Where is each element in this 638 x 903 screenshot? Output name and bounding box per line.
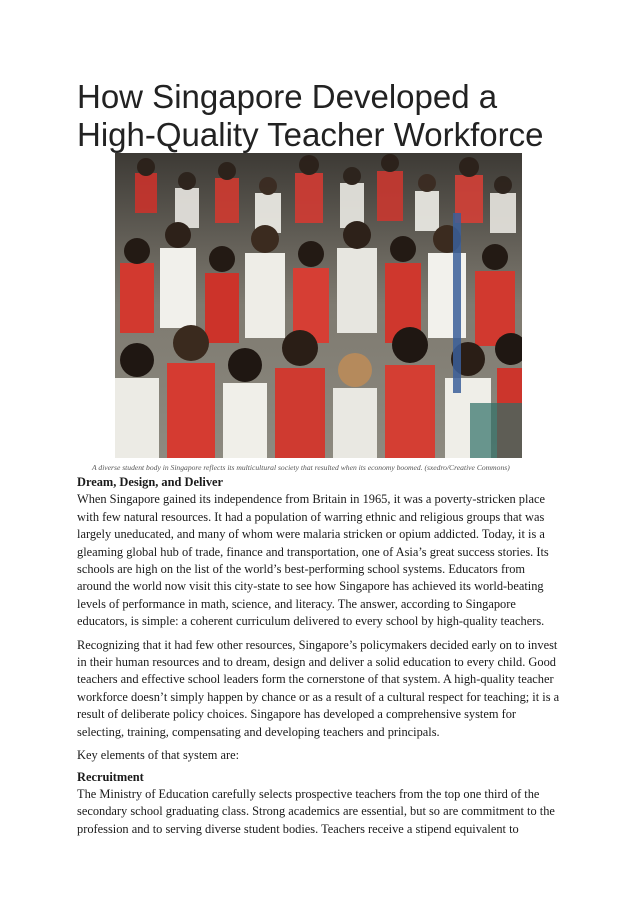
paragraph: The Ministry of Education carefully selects prospective teachers from the top one third of the secondary school graduating class. Strong academics are essential, but so are commitment to the profession and to serving diverse student bodies. Teachers receive a stipend equivalent to [77,786,555,836]
section-heading-dream-design-deliver: Dream, Design, and Deliver [77,475,224,489]
page-title: How Singapore Developed a High-Quality Teacher Workforce [77,78,544,153]
paragraph: Recognizing that it had few other resources, Singapore’s policymakers decided early on to invest in their human resources and to dream, design and deliver a solid education to every child. Good teachers and effective school leaders form the cornerstone of that system. A high-quality teacher workforce doesn’t simply happen by chance or as a result of a cultural respect for teaching; it is a result of deliberate policy choices. Singapore has developed a comprehensive system for selecting, training, compensating and developing teachers and principals. [77,637,560,739]
classroom-photo [115,153,522,458]
section-heading-recruitment: Recruitment [77,769,144,784]
photo-caption: A diverse student body in Singapore reflects its multicultural society that resulted when its economy boomed. (sxedro/Creative Commons) [92,463,510,472]
article-body [77,474,560,844]
paragraph: Key elements of that system are: [77,748,240,763]
paragraph: When Singapore gained its independence from Britain in 1965, it was a poverty-stricken place with few natural resources. It had a population of warring ethnic and religious groups that was largely uneducated, and many of whom were malaria stricken or opium addicted. Today, it is a gleaming global hub of trade, finance and transportation, one of Asia’s great success stories. Its schools are high on the list of the world’s best-performing school systems. Educators from around the world now visit this city-state to see how Singapore has achieved its world-beating levels of performance in math, science, and literacy. The answer, according to Singapore educators, is simple: a coherent curriculum delivered to every school by high-quality teachers. [77,492,549,629]
